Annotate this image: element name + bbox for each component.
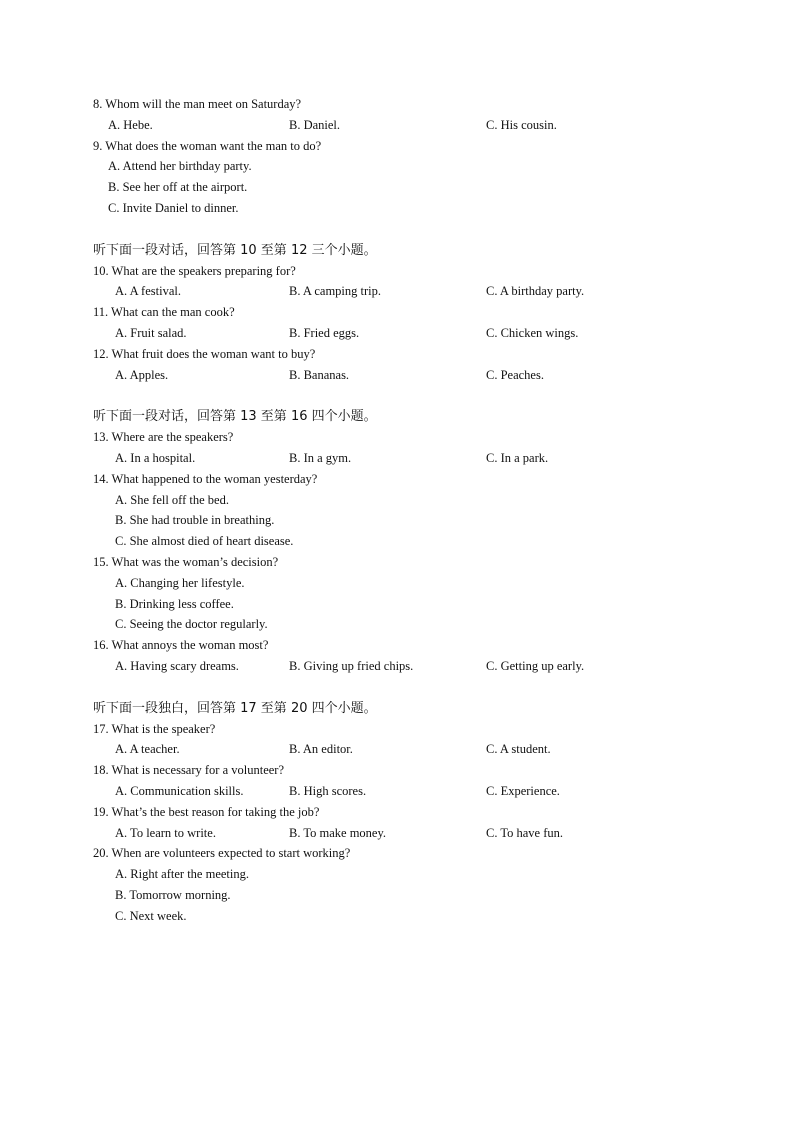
options-row (0, 365, 794, 386)
option-c: C. She almost died of heart disease. (115, 534, 294, 549)
option-a: A. Attend her birthday party. (108, 159, 252, 174)
options-row (0, 448, 794, 469)
options-row (0, 823, 794, 844)
question-q10: 10. What are the speakers preparing for? (93, 263, 296, 278)
question-q15: 15. What was the woman’s decision? (93, 555, 279, 569)
option-c: C. Seeing the doctor regularly. (115, 617, 268, 632)
option-line (0, 531, 794, 552)
section-instruction: 听下面一段对话，回答第 13 至第 16 四个小题。 (93, 409, 377, 425)
question-q20: 20. When are volunteers expected to start working? (93, 846, 351, 861)
question-q18: 18. What is necessary for a volunteer? (93, 763, 285, 778)
options-row (0, 115, 794, 136)
options-row (0, 739, 794, 760)
option-c: C. Next week. (115, 908, 187, 923)
option-b: B. High scores. (289, 784, 367, 798)
option-c: C. Invite Daniel to dinner. (108, 201, 239, 215)
option-line (0, 614, 794, 635)
option-line (0, 906, 794, 927)
option-b: B. Fried eggs. (289, 326, 360, 340)
options-row (0, 781, 794, 802)
option-a: A. She fell off the bed. (115, 492, 229, 507)
option-b: B. Tomorrow morning. (115, 888, 231, 902)
option-a: A. In a hospital. (115, 451, 196, 465)
option-a: A. Fruit salad. (115, 326, 187, 340)
option-line (0, 594, 794, 615)
question-q17: 17. What is the speaker? (93, 721, 216, 736)
option-line (0, 510, 794, 531)
question-q12: 12. What fruit does the woman want to buy? (93, 346, 316, 361)
option-line (0, 864, 794, 885)
option-a: A. A festival. (115, 284, 181, 299)
question-q16: 16. What annoys the woman most? (93, 638, 269, 653)
option-c: C. To have fun. (486, 825, 564, 840)
option-b: B. She had trouble in breathing. (115, 513, 275, 528)
option-a: A. Apples. (115, 367, 169, 382)
option-b: B. In a gym. (289, 451, 352, 465)
option-b: B. A camping trip. (289, 284, 382, 299)
option-line (0, 198, 794, 219)
option-c: C. A student. (486, 742, 551, 757)
option-a: A. Having scary dreams. (115, 659, 239, 673)
option-b: B. Bananas. (289, 367, 350, 382)
option-b: B. See her off at the airport. (108, 180, 248, 195)
option-a: A. A teacher. (115, 742, 180, 757)
section-instruction: 听下面一段独白，回答第 17 至第 20 四个小题。 (93, 700, 377, 716)
option-b: B. Drinking less coffee. (115, 596, 234, 611)
options-row (0, 656, 794, 677)
options-row (0, 281, 794, 302)
question-q14: 14. What happened to the woman yesterday? (93, 471, 318, 486)
option-line (0, 156, 794, 177)
option-a: A. Hebe. (108, 117, 153, 132)
option-a: A. To learn to write. (115, 825, 216, 840)
question-q9: 9. What does the woman want the man to do? (93, 138, 322, 153)
option-c: C. His cousin. (486, 117, 557, 132)
option-line (0, 885, 794, 906)
section-instruction: 听下面一段对话，回答第 10 至第 12 三个小题。 (93, 242, 377, 258)
question-q11: 11. What can the man cook? (93, 305, 235, 320)
option-c: C. In a park. (486, 451, 549, 465)
option-b: B. An editor. (289, 742, 353, 757)
option-line (0, 490, 794, 511)
option-line (0, 573, 794, 594)
option-c: C. Experience. (486, 784, 560, 798)
option-c: C. A birthday party. (486, 284, 585, 299)
question-q13: 13. Where are the speakers? (93, 430, 234, 445)
option-a: A. Changing her lifestyle. (115, 575, 245, 590)
option-c: C. Chicken wings. (486, 326, 579, 340)
option-a: A. Communication skills. (115, 784, 244, 798)
option-b: B. Giving up fried chips. (289, 659, 414, 673)
option-b: B. To make money. (289, 825, 387, 840)
options-row (0, 323, 794, 344)
option-line (0, 177, 794, 198)
question-q8: 8. Whom will the man meet on Saturday? (93, 97, 302, 111)
option-b: B. Daniel. (289, 117, 341, 132)
option-a: A. Right after the meeting. (115, 867, 249, 882)
option-c: C. Peaches. (486, 367, 544, 382)
option-c: C. Getting up early. (486, 659, 585, 673)
question-q19: 19. What’s the best reason for taking the job? (93, 804, 320, 819)
